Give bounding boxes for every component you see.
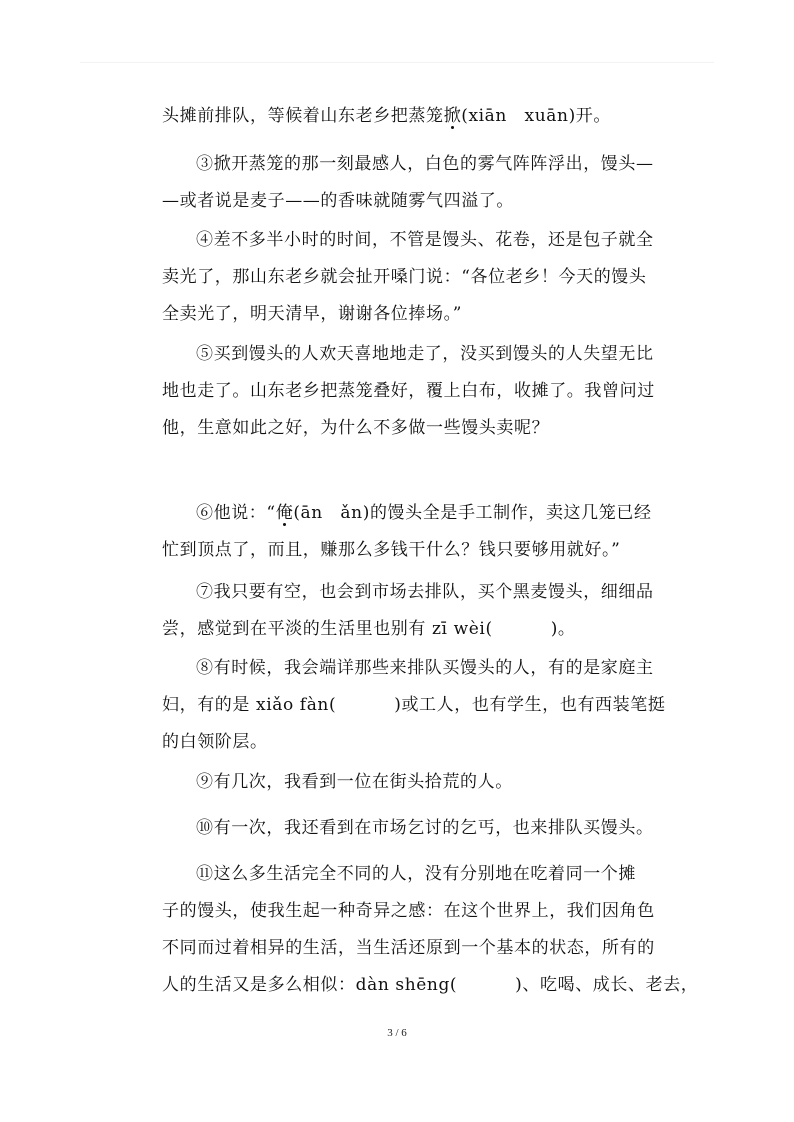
paragraph-10 [196, 810, 716, 847]
text-line: 子的馒头，使我生起一种奇异之感：在这个世界上，我们因角色 [162, 901, 655, 921]
text-line: 他，生意如此之好，为什么不多做一些馒头卖呢？ [162, 418, 550, 438]
paragraph-11 [162, 856, 716, 1004]
paragraph-1 [162, 98, 682, 135]
paragraph-3 [162, 146, 716, 220]
text-line: 地也走了。山东老乡把蒸笼叠好，覆上白布，收摊了。我曾问过 [162, 381, 655, 401]
paragraph-4 [162, 222, 716, 333]
text-line: ⑥他说：“俺(ān ǎn)的馒头全是手工制作，卖这几笼已经 [196, 503, 652, 523]
paragraph-8 [162, 650, 716, 761]
text-line: 妇，有的是 xiǎo fàn( )或工人，也有学生，也有西装笔挺 [162, 695, 666, 715]
text-line: 不同而过着相异的生活，当生活还原到一个基本的状态，所有的 [162, 938, 655, 958]
text-line: 卖光了，那山东老乡就会扯开嗓门说：“各位老乡！今天的馒头 [162, 267, 647, 287]
paragraph-7 [162, 574, 716, 648]
header-divider [80, 62, 714, 63]
dotted-character: 掀 [443, 106, 462, 126]
paragraph-6 [162, 495, 716, 569]
text-line: ⑤买到馒头的人欢天喜地地走了，没买到馒头的人失望无比 [196, 344, 654, 364]
text-line: 的白领阶层。 [162, 732, 268, 752]
text-line: ⑪这么多生活完全不同的人，没有分别地在吃着同一个摊 [196, 864, 636, 884]
text-line: ⑨有几次，我看到一位在街头拾荒的人。 [196, 772, 513, 792]
text-line: 头摊前排队，等候着山东老乡把蒸笼掀(xiān xuān)开。 [162, 106, 612, 126]
paragraph-9 [196, 764, 716, 801]
text-line: ④差不多半小时的时间，不管是馒头、花卷，还是包子就全 [196, 230, 654, 250]
text-line: —或者说是麦子——的香味就随雾气四溢了。 [162, 191, 514, 211]
page-number: 3 / 6 [387, 1027, 407, 1039]
text-line: 忙到顶点了，而且，赚那么多钱干什么？钱只要够用就好。” [162, 540, 621, 560]
dotted-character: 俺 [275, 503, 294, 523]
text-line: 全卖光了，明天清早，谢谢各位捧场。” [162, 304, 462, 324]
text-line: 人的生活又是多么相似：dàn shēng( )、吃喝、成长、老去， [162, 975, 699, 995]
text-line: 尝，感觉到在平淡的生活里也别有 zī wèi( )。 [162, 619, 576, 639]
text-line: ⑧有时候，我会端详那些来排队买馒头的人，有的是家庭主 [196, 658, 654, 678]
text-line: ③掀开蒸笼的那一刻最感人，白色的雾气阵阵浮出，馒头— [196, 154, 654, 174]
paragraph-5 [162, 336, 716, 447]
text-line: ⑩有一次，我还看到在市场乞讨的乞丐，也来排队买馒头。 [196, 818, 654, 838]
text-line: ⑦我只要有空，也会到市场去排队，买个黑麦馒头，细细品 [196, 582, 654, 602]
